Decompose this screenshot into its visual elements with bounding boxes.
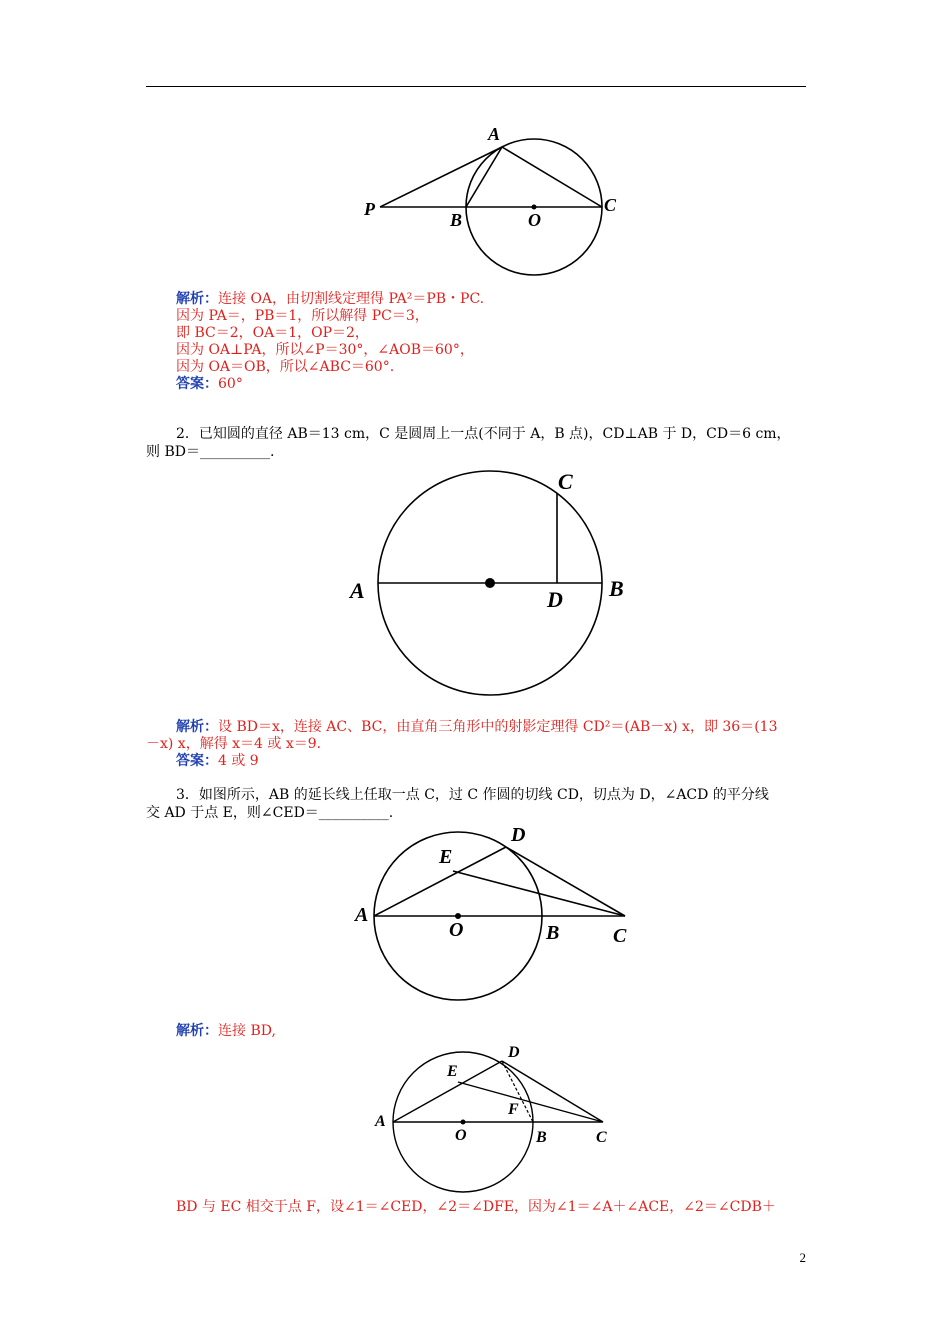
problem-2-line-1: 2．已知圆的直径 AB＝13 cm，C 是圆周上一点(不同于 A，B 点)，CD⊥AB 于 D，CD＝6 cm，: [176, 426, 791, 442]
label-O: O: [455, 1127, 467, 1144]
label-E: E: [439, 846, 453, 868]
label-P: P: [364, 199, 375, 219]
solution-3-line-2: BD 与 EC 相交于点 F，设∠1＝∠CED，∠2＝∠DFE，因为∠1＝∠A＋∠ACE，∠2＝∠CDB＋: [176, 1199, 776, 1215]
label-C: C: [558, 469, 573, 494]
page-number: 2: [799, 1250, 806, 1265]
answer-2: 答案：4 或 9: [176, 753, 259, 769]
label-O: O: [449, 919, 464, 941]
label-D: D: [547, 587, 563, 612]
label-C: C: [596, 1129, 607, 1146]
label-E: E: [447, 1063, 458, 1080]
header-rule: [146, 86, 806, 87]
figure-3-tangent-bisector: [345, 818, 645, 1008]
label-A: A: [488, 124, 501, 144]
label-B: B: [546, 922, 560, 944]
solution-3-line-1: 解析：连接 BD,: [176, 1023, 276, 1039]
solution-1-line-4: 因为 OA⊥PA，所以∠P＝30°，∠AOB＝60°，: [176, 342, 474, 358]
figure-1-tangent-secant: [360, 120, 620, 280]
label-F: F: [508, 1101, 519, 1118]
label-C: C: [604, 195, 617, 215]
label-D: D: [508, 1044, 520, 1061]
solution-1-line-1: 解析：连接 OA，由切割线定理得 PA²＝PB・PC.: [176, 291, 485, 307]
solution-2-line-2: －x) x，解得 x＝4 或 x＝9.: [146, 736, 322, 752]
label-B: B: [450, 210, 463, 230]
solution-1-line-2: 因为 PA＝，PB＝1，所以解得 PC＝3，: [176, 308, 429, 324]
problem-3-line-1: 3．如图所示，AB 的延长线上任取一点 C，过 C 作圆的切线 CD，切点为 D，∠ACD 的平分线: [176, 787, 769, 803]
label-A: A: [350, 578, 365, 603]
label-B: B: [536, 1129, 547, 1146]
label-D: D: [511, 824, 526, 846]
figure-2-circle-diameter: [340, 464, 640, 714]
answer-1: 答案：60°: [176, 376, 243, 392]
label-B: B: [609, 576, 624, 601]
label-A: A: [355, 904, 369, 926]
problem-2-line-2: 则 BD＝__________.: [146, 444, 275, 460]
label-O: O: [528, 210, 541, 230]
solution-2-line-1: 解析：设 BD＝x，连接 AC、BC，由直角三角形中的射影定理得 CD²＝(AB－x) x，即 36＝(13: [176, 719, 778, 735]
solution-1-line-5: 因为 OA＝OB，所以∠ABC＝60°.: [176, 359, 395, 375]
label-A: A: [375, 1113, 386, 1130]
figure-4-tangent-bisector-with-bd: [365, 1038, 625, 1198]
problem-3-line-2: 交 AD 于点 E，则∠CED＝__________.: [146, 805, 394, 821]
solution-1-line-3: 即 BC＝2，OA＝1，OP＝2，: [176, 325, 369, 341]
label-C: C: [613, 925, 627, 947]
